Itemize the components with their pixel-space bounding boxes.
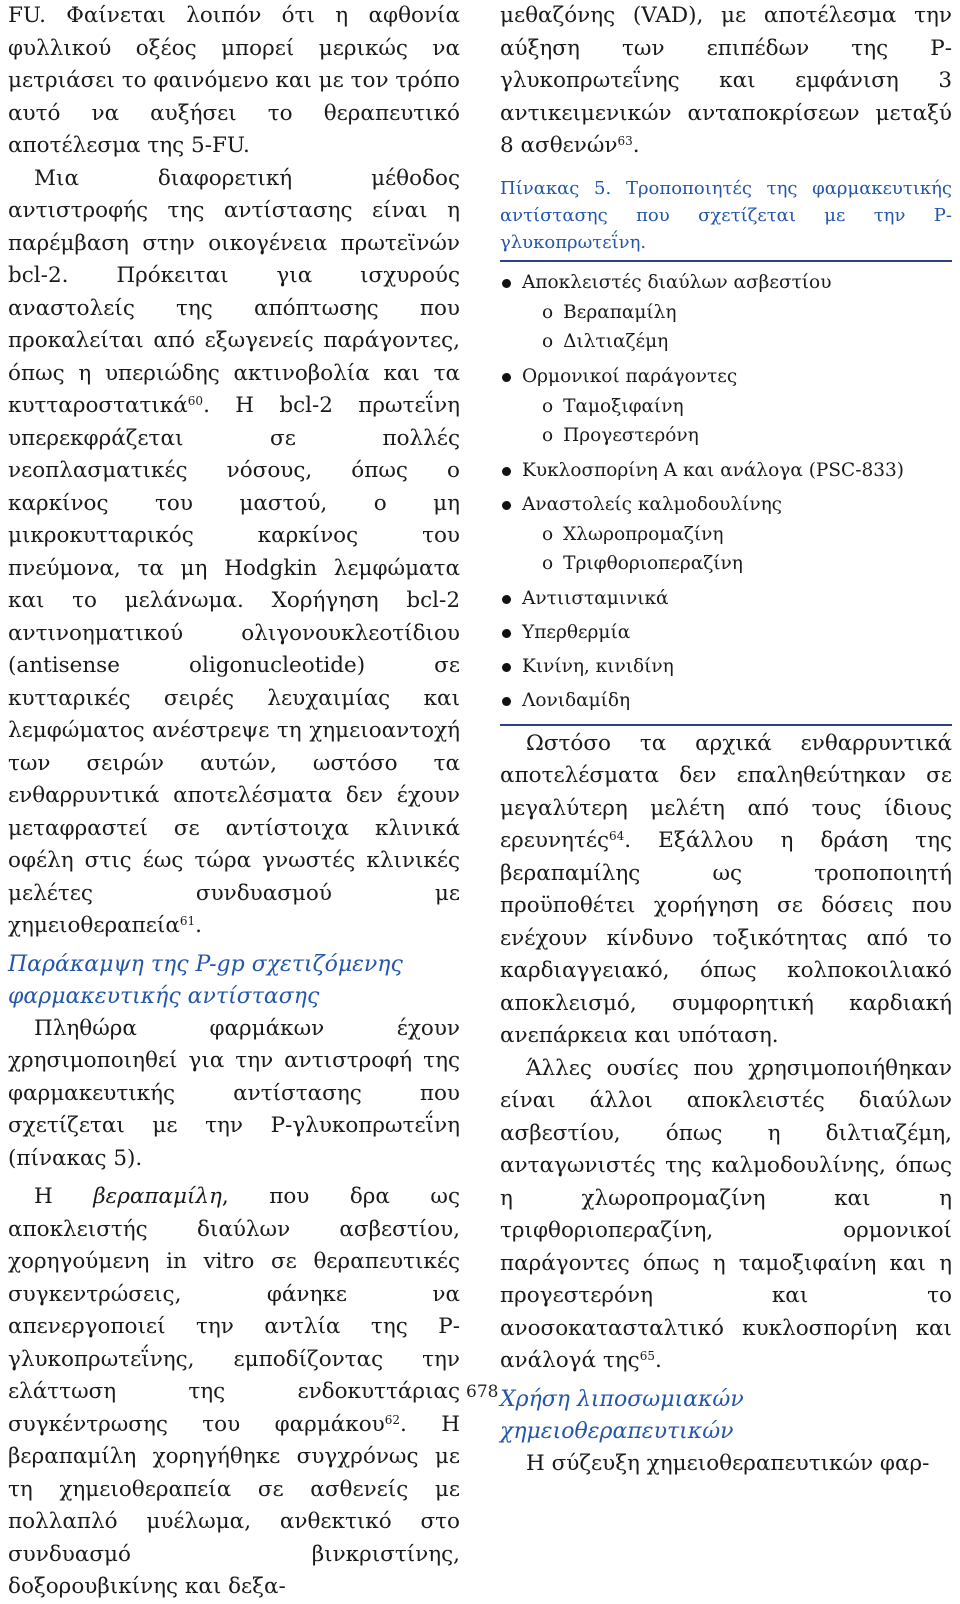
table-top-rule bbox=[500, 260, 952, 262]
table-item bbox=[500, 270, 952, 356]
paragraph-continued: μεθαζόνης (VAD), με αποτέλεσμα την αύξηση των επιπέδων της Ρ-γλυκοπρωτεΐνης και εμφάνιση 3 αντικειμενικών ανταποκρίσεων μεταξύ 8 ασθενών$^{63}$. bbox=[500, 3, 952, 158]
paragraph-4-text-b: , που δρα ως αποκλειστής διαύλων ασβεστίου, χορηγούμενη in vitro σε θεραπευτικές συγκεντρώσεις, φάνηκε να απενεργοποιεί την αντλία της Ρ-γλυκοπρωτεΐνης, εμποδίζοντας την ελάττωση της ενδοκυττάριας συγκέντρωσης του φαρμάκου bbox=[8, 1184, 460, 1437]
paragraph-2: Μια διαφορετική μέθοδος αντιστροφής της αντίστασης είναι η παρέμβαση στην οικογένεια πρωτεϊνών bcl-2. Πρόκειται για ισχυρούς αναστολείς της απόπτωσης που προκαλείται από εξωγενείς παράγοντες, όπως η υπεριώδης ακτινοβολία και τα κυτταροστατικά$^{60}$. Η bcl-2 πρωτεΐνη υπερεκφράζεται σε πολλές νεοπλασματικές νόσους, όπως ο καρκίνος του μαστού, ο μη μικροκυτταρικός καρκίνος του πνεύμονα, τα μη Hodgkin λεμφώματα και το μελάνωμα. Χορήγηση bcl-2 αντινοηματικού ολιγονουκλεοτίδιου (antisense oligonucleotide) σε κυτταρικές σειρές λευχαιμίας και λεμφώματος ανέστρεψε τη χημειοαντοχή των σειρών αυτών, ωστόσο τα ενθαρρυντικά αποτελέσματα δεν έχουν μεταφραστεί σε αντίστοιχα κλινικά οφέλη στις έως τώρα γνωστές κλινικές μελέτες συνδυασμού με χημειοθεραπεία$^{61}$. bbox=[8, 165, 460, 938]
paragraph-4-text-c: . Η βεραπαμίλη χορηγήθηκε συγχρόνως με τη χημειοθεραπεία σε ασθενείς με πολλαπλό μυέλωμα, ανθεκτικό στο συνδυασμό βινκριστίνης, δοξορουβικίνης και δεξα- bbox=[8, 1411, 461, 1599]
table-item bbox=[500, 458, 952, 484]
table-subitem bbox=[522, 392, 952, 421]
citation-63: 63 bbox=[617, 134, 633, 148]
paragraph-4 bbox=[8, 1181, 460, 1604]
table-item bbox=[500, 492, 952, 578]
table-item bbox=[500, 620, 952, 646]
citation-65: 65 bbox=[639, 1349, 655, 1363]
paragraph-6: Άλλες ουσίες που χρησιμοποιήθηκαν είναι άλλοι αποκλειστές διαύλων ασβεστίου, όπως η διλτιαζέμη, ανταγωνιστές της καλμοδουλίνης, όπως η χλωροπρομαζίνη και η τριφθοριοπεραζίνη, ορμονικοί παράγοντες όπως η ταμοξιφαίνη και η προγεστερόνη και το ανοσοκατασταλτικό κυκλοσπορίνη και ανάλογά της$^{65}$. bbox=[500, 1055, 952, 1373]
table-item-label: Αντιισταμινικά bbox=[522, 587, 669, 609]
table-item-label: Αποκλειστές διαύλων ασβεστίου bbox=[522, 271, 832, 293]
left-column bbox=[8, 0, 460, 1604]
paragraph-3: Πληθώρα φαρμάκων έχουν χρησιμοποιηθεί για την αντιστροφή της φαρμακευτικής αντίστασης που σχετίζεται με την Ρ-γλυκοπρωτεΐνη (πίνακας 5). bbox=[8, 1015, 460, 1171]
table-subitem-label: Χλωροπρομαζίνη bbox=[563, 523, 724, 545]
table-item bbox=[500, 364, 952, 450]
paragraph-5-text-b: . Εξάλλου η δράση της βεραπαμίλης ως τροποποιητή προϋποθέτει χορήγηση σε δόσεις που ενέχουν κίνδυνο τοξικότητας από το καρδιαγγειακό, όπως κολποκοιλιακό αποκλεισμό, συμφορητική καρδιακή ανεπάρκεια και υπόταση. bbox=[500, 828, 952, 1048]
table-subitem-label: Ταμοξιφαίνη bbox=[563, 395, 684, 417]
paragraph-7: Η σύζευξη χημειοθεραπευτικών φαρ- bbox=[526, 1450, 930, 1476]
paragraph-5-text-a: Ωστόσο τα αρχικά ενθαρρυντικά αποτελέσματα δεν επαληθεύτηκαν σε μεγαλύτερη μελέτη από τους ίδιους ερευνητές bbox=[500, 730, 952, 853]
circle-bullet-icon: o bbox=[542, 552, 554, 574]
circle-bullet-icon: o bbox=[542, 424, 554, 446]
right-column bbox=[500, 0, 952, 1480]
citation-60: 60 bbox=[187, 394, 204, 408]
citation-61: 61 bbox=[179, 914, 196, 928]
table-subitem-label: Προγεστερόνη bbox=[563, 424, 699, 446]
table-subitem-label: Τριφθοριοπεραζίνη bbox=[563, 552, 743, 574]
table-item-label: Υπερθερμία bbox=[522, 621, 631, 643]
table-sublist bbox=[522, 520, 952, 578]
circle-bullet-icon: o bbox=[542, 395, 554, 417]
table-item-label: Αναστολείς καλμοδουλίνης bbox=[522, 493, 783, 515]
table-5-list bbox=[500, 270, 952, 714]
table-5-caption: Πίνακας 5. Τροποποιητές της φαρμακευτικής αντίστασης που σχετίζεται με την Ρ-γλυκοπρωτεΐνη. bbox=[500, 177, 952, 253]
table-subitem bbox=[522, 549, 952, 578]
circle-bullet-icon: o bbox=[542, 330, 554, 352]
table-sublist bbox=[522, 392, 952, 450]
table-bottom-rule bbox=[500, 724, 952, 726]
paragraph-5 bbox=[500, 728, 952, 1053]
table-subitem-label: Διλτιαζέμη bbox=[563, 330, 669, 352]
table-sublist bbox=[522, 298, 952, 356]
section-heading-liposomes: Χρήση λιποσωμιακών χημειοθεραπευτικών bbox=[500, 1386, 744, 1444]
table-item bbox=[500, 688, 952, 714]
table-subitem bbox=[522, 421, 952, 450]
paragraph-6-text: Άλλες ουσίες που χρησιμοποιήθηκαν είναι άλλοι αποκλειστές διαύλων ασβεστίου, όπως η διλτιαζέμη, ανταγωνιστές της καλμοδουλίνης, όπως η χλωροπρομαζίνη και η τριφθοριοπεραζίνη, ορμονικοί παράγοντες όπως η ταμοξιφαίνη και η προγεστερόνη και το ανοσοκατασταλτικό κυκλοσπορίνη και ανάλογά της bbox=[500, 1055, 952, 1373]
table-item bbox=[500, 654, 952, 680]
table-subitem bbox=[522, 298, 952, 327]
table-item-label: Ορμονικοί παράγοντες bbox=[522, 365, 738, 387]
paragraph-1: FU. Φαίνεται λοιπόν ότι η αφθονία φυλλικού οξέος μπορεί μερικώς να μετριάσει το φαινόμενο και με τον τρόπο αυτό να αυξήσει το θεραπευτικό αποτέλεσμα της 5-FU. bbox=[8, 3, 460, 158]
citation-64: 64 bbox=[609, 829, 625, 843]
paragraph-2-text-b: . Η bcl-2 πρωτεΐνη υπερεκφράζεται σε πολλές νεοπλασματικές νόσους, όπως ο καρκίνος του μαστού, ο μη μικροκυτταρικός καρκίνος του πνεύμονα, τα μη Hodgkin λεμφώματα και το μελάνωμα. Χορήγηση bcl-2 αντινοηματικού ολιγονουκλεοτίδιου (antisense oligonucleotide) σε κυτταρικές σειρές λευχαιμίας και λεμφώματος ανέστρεψε τη χημειοαντοχή των σειρών αυτών, ωστόσο τα ενθαρρυντικά αποτελέσματα δεν έχουν μεταφραστεί σε αντίστοιχα κλινικά οφέλη στις έως τώρα γνωστές κλινικές μελέτες συνδυασμού με χημειοθεραπεία bbox=[8, 393, 460, 938]
paragraph-4-text-a: Η bbox=[34, 1184, 94, 1209]
circle-bullet-icon: o bbox=[542, 301, 554, 323]
paragraph-continued-text: μεθαζόνης (VAD), με αποτέλεσμα την αύξηση των επιπέδων της Ρ-γλυκοπρωτεΐνης και εμφάνιση 3 αντικειμενικών ανταποκρίσεων μεταξύ 8 ασθενών bbox=[500, 3, 952, 158]
table-item-label: Λονιδαμίδη bbox=[522, 689, 631, 711]
page-number: 678 bbox=[466, 1382, 499, 1402]
table-subitem-label: Βεραπαμίλη bbox=[563, 301, 677, 323]
verapamil-italic: βεραπαμίλη bbox=[93, 1184, 222, 1209]
table-subitem bbox=[522, 327, 952, 356]
table-subitem bbox=[522, 520, 952, 549]
paragraph-2-text-a: Μια διαφορετική μέθοδος αντιστροφής της αντίστασης είναι η παρέμβαση στην οικογένεια πρωτεϊνών bcl-2. Πρόκειται για ισχυρούς αναστολείς της απόπτωσης που προκαλείται από εξωγενείς παράγοντες, όπως η υπεριώδης ακτινοβολία και τα κυτταροστατικά bbox=[8, 165, 460, 418]
table-item bbox=[500, 586, 952, 612]
circle-bullet-icon: o bbox=[542, 523, 554, 545]
table-item-label: Κυκλοσπορίνη Α και ανάλογα (PSC-833) bbox=[522, 459, 904, 481]
section-heading-pgp: Παράκαμψη της P-gp σχετιζόμενης φαρμακευτικής αντίστασης bbox=[8, 951, 403, 1009]
table-item-label: Κινίνη, κινιδίνη bbox=[522, 655, 674, 677]
citation-62: 62 bbox=[384, 1412, 401, 1427]
